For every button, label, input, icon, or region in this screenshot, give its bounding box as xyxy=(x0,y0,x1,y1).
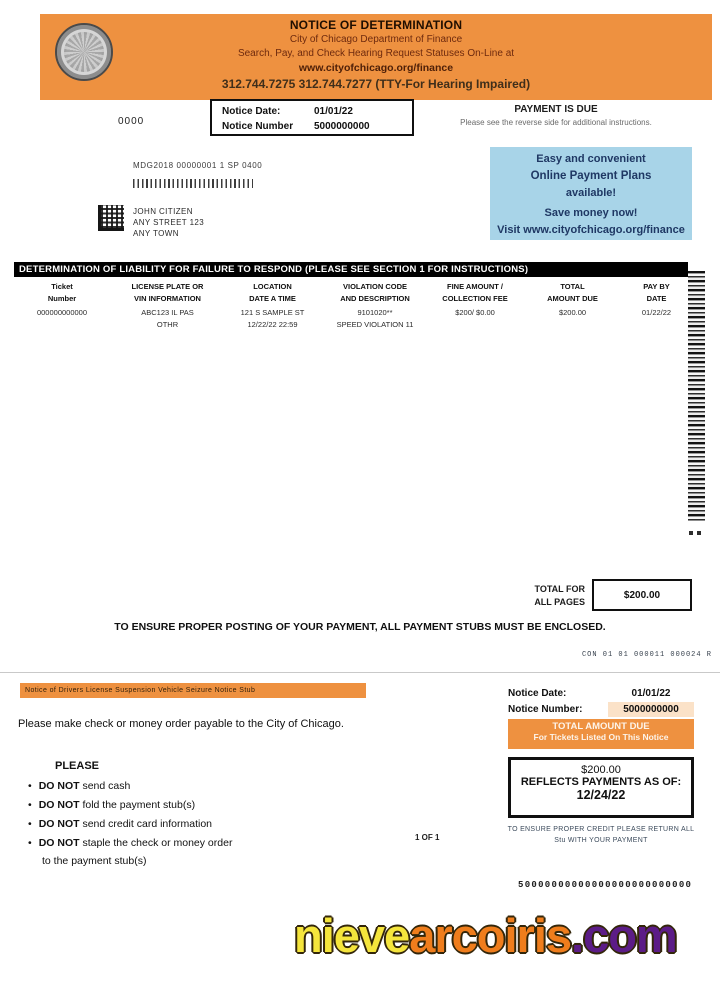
do-not-bold: DO NOT xyxy=(38,837,80,849)
promo-line: Save money now! xyxy=(544,207,638,219)
ticket-number-cell: 000000000000 xyxy=(36,308,88,317)
credit-note-line1: TO ENSURE PROPER CREDIT PLEASE RETURN ALL xyxy=(507,826,695,833)
col-header: TOTAL xyxy=(560,282,585,291)
section-header-bar: DETERMINATION OF LIABILITY FOR FAILURE TO RESPOND (PLEASE SEE SECTION 1 FOR INSTRUCTIONS) xyxy=(14,262,688,277)
total-amount-box: $200.00 xyxy=(592,579,692,611)
col-header: DATE xyxy=(646,293,667,303)
promo-url: Visit www.cityofchicago.org/finance xyxy=(497,224,685,236)
mail-barcode-icon xyxy=(133,177,253,189)
make-check-payable-line: Please make check or money order payable to the City of Chicago. xyxy=(18,718,344,730)
do-not-text: send cash xyxy=(79,780,131,792)
violation-desc-cell: SPEED VIOLATION 11 xyxy=(336,319,414,329)
location-cell: 121 S SAMPLE ST xyxy=(240,308,305,317)
barcode-end-dots xyxy=(689,531,701,535)
watermark-part3: .com xyxy=(571,909,677,962)
online-payment-promo xyxy=(490,147,692,240)
col-header: LOCATION xyxy=(253,282,292,291)
stub-number-value: 5000000000 xyxy=(608,702,694,717)
col-header: AND DESCRIPTION xyxy=(340,293,410,303)
list-item xyxy=(28,777,232,796)
list-item xyxy=(28,834,232,853)
notice-date-value: 01/01/22 xyxy=(314,106,353,117)
total-amount-due-banner xyxy=(508,719,694,749)
reflects-date: 12/24/22 xyxy=(576,788,626,802)
reflects-label: REFLECTS PAYMENTS AS OF: xyxy=(520,776,682,788)
mail-code-line: MDG2018 00000001 1 SP 0400 xyxy=(133,161,263,170)
notice-number-label: Notice Number xyxy=(222,121,294,132)
stub-notice-date-row xyxy=(508,686,694,701)
stub-number-label: Notice Number: xyxy=(508,704,583,715)
header-banner xyxy=(40,14,712,100)
payby-cell: 01/22/22 xyxy=(641,308,672,317)
mailing-address xyxy=(133,206,204,239)
due-banner-title: TOTAL AMOUNT DUE xyxy=(552,721,650,732)
watermark xyxy=(294,908,677,963)
recipient-name: JOHN CITIZEN xyxy=(133,207,193,216)
bullet-icon: • xyxy=(28,799,32,811)
datamatrix-barcode-icon xyxy=(98,205,124,231)
please-heading: PLEASE xyxy=(55,760,100,772)
col-header: Ticket xyxy=(51,282,73,291)
col-header: AMOUNT DUE xyxy=(547,293,598,303)
total-label-line2: ALL PAGES xyxy=(534,597,585,607)
do-not-text: send credit card information xyxy=(79,818,213,830)
bullet-icon: • xyxy=(28,818,32,830)
do-not-bold: DO NOT xyxy=(38,780,80,792)
stub-perforation-line xyxy=(0,672,720,673)
watermark-part2: arcoiris xyxy=(409,909,572,962)
do-not-list xyxy=(28,777,232,870)
do-not-text: staple the check or money order xyxy=(79,837,233,849)
total-label-line1: TOTAL FOR xyxy=(534,584,585,594)
reflects-payments-box xyxy=(508,757,694,818)
column-fine xyxy=(430,281,520,330)
col-header: VIN INFORMATION xyxy=(134,293,201,303)
fine-cell: $200/ $0.00 xyxy=(455,308,495,317)
promo-line: available! xyxy=(565,187,617,199)
credit-return-note xyxy=(500,824,702,846)
notice-date-label: Notice Date: xyxy=(222,106,281,117)
plate-cell-2: OTHR xyxy=(156,319,179,329)
stub-amount: $200.00 xyxy=(581,764,621,776)
account-number-line: 50000000000000000000000000 xyxy=(518,880,693,890)
stub-date-value: 01/01/22 xyxy=(631,688,671,699)
do-not-bold: DO NOT xyxy=(38,799,80,811)
page-indicator: 1 OF 1 xyxy=(415,833,440,842)
total-cell: $200.00 xyxy=(558,308,587,317)
column-plate xyxy=(110,281,225,330)
ticket-barcode-icon xyxy=(688,271,705,521)
promo-line: Online Payment Plans xyxy=(530,170,652,182)
header-search-line: Search, Pay, and Check Hearing Request Statuses On-Line at xyxy=(237,48,515,59)
recipient-street: ANY STREET 123 xyxy=(133,218,205,227)
column-violation xyxy=(320,281,430,330)
header-phone: 312.744.7275 312.744.7277 (TTY-For Hearing Impaired) xyxy=(221,77,531,91)
list-item xyxy=(28,815,232,834)
total-for-all-pages-label xyxy=(505,583,585,609)
enclosure-notice: TO ENSURE PROPER POSTING OF YOUR PAYMENT, ALL PAYMENT STUBS MUST BE ENCLOSED. xyxy=(114,621,606,633)
payment-due-title: PAYMENT IS DUE xyxy=(514,104,598,115)
column-ticket xyxy=(14,281,110,330)
location-datetime-cell: 12/22/22 22:59 xyxy=(247,319,298,329)
recipient-town: ANY TOWN xyxy=(133,229,179,238)
due-banner-subtitle: For Tickets Listed On This Notice xyxy=(533,732,669,742)
header-url: www.cityofchicago.org/finance xyxy=(298,62,454,74)
plate-cell: ABC123 IL PAS xyxy=(141,308,194,317)
header-department: City of Chicago Department of Finance xyxy=(289,34,463,45)
stub-notice-number-row xyxy=(508,702,694,717)
do-not-bold: DO NOT xyxy=(38,818,80,830)
column-payby xyxy=(625,281,688,330)
notice-date-row xyxy=(222,104,412,119)
column-location xyxy=(225,281,320,330)
col-header: LICENSE PLATE OR xyxy=(131,282,204,291)
bullet-icon: • xyxy=(28,780,32,792)
col-header: Number xyxy=(47,293,77,303)
notice-number-row xyxy=(222,119,412,134)
payment-due-subtitle: Please see the reverse side for additional instructions. xyxy=(460,118,652,127)
col-header: PAY BY xyxy=(643,282,670,291)
credit-note-line2: Stu WITH YOUR PAYMENT xyxy=(554,837,648,844)
con-reference-line: CON 01 01 000011 000024 R xyxy=(581,651,712,659)
stub-header-bar: Notice of Drivers License Suspension Vehicle Seizure Notice Stub xyxy=(20,683,366,698)
watermark-part1: nieve xyxy=(294,909,410,962)
col-header: COLLECTION FEE xyxy=(442,293,508,303)
left-code: 0000 xyxy=(118,116,145,127)
notice-number-value: 5000000000 xyxy=(314,121,370,132)
list-item-continuation: to the payment stub(s) xyxy=(42,855,147,867)
col-header: DATE A TIME xyxy=(249,293,296,303)
do-not-text: fold the payment stub(s) xyxy=(79,799,196,811)
col-header: FINE AMOUNT / xyxy=(447,282,503,291)
header-title: NOTICE OF DETERMINATION xyxy=(289,18,463,32)
notice-box xyxy=(210,99,414,136)
bullet-icon: • xyxy=(28,837,32,849)
col-header: VIOLATION CODE xyxy=(342,282,408,291)
stub-date-label: Notice Date: xyxy=(508,688,567,699)
violations-table xyxy=(14,281,688,330)
list-item xyxy=(28,796,232,815)
promo-line: Easy and convenient xyxy=(536,153,646,165)
column-total xyxy=(520,281,625,330)
violation-code-cell: 9101020** xyxy=(357,308,393,317)
